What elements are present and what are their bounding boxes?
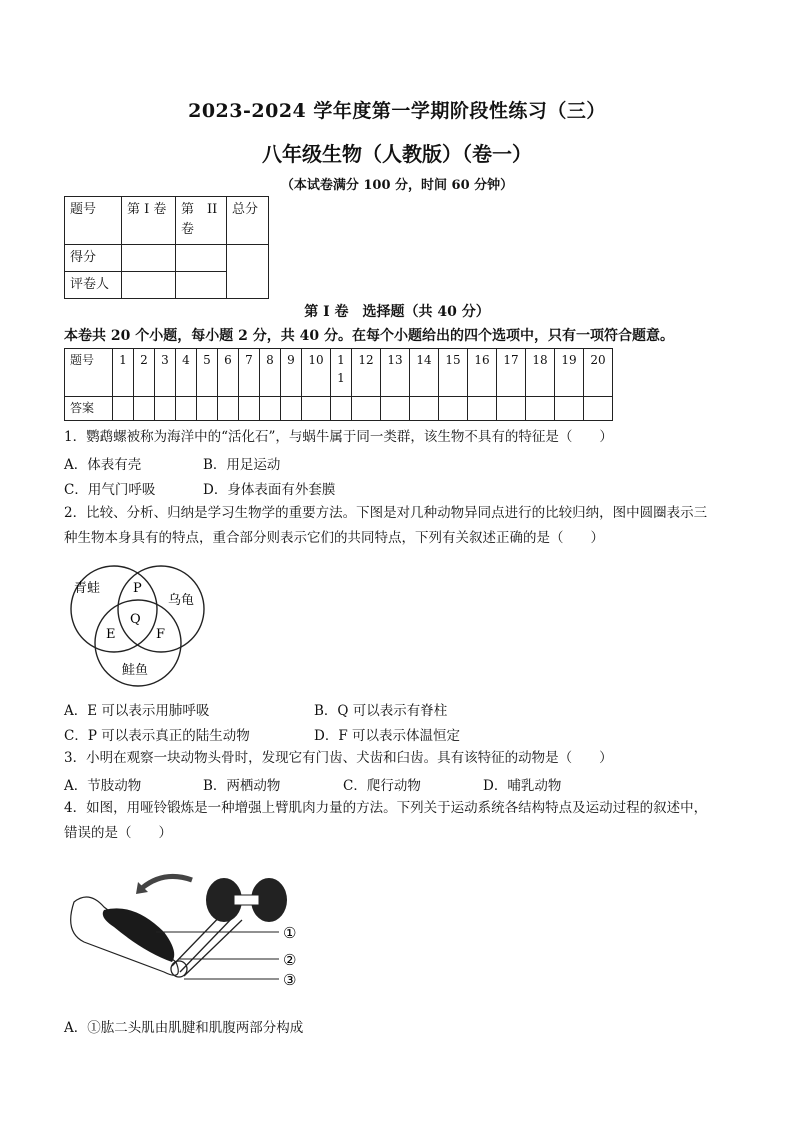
grader-cell[interactable] (122, 272, 176, 299)
biceps-muscle-icon (103, 908, 174, 962)
answer-cell[interactable] (468, 397, 497, 421)
answer-table-row-label: 答案 (65, 397, 113, 421)
answer-cell[interactable] (239, 397, 260, 421)
answer-cell[interactable] (381, 397, 410, 421)
exam-title: 2023-2024 学年度第一学期阶段性练习（三） (188, 100, 606, 122)
question-number: 14 (410, 349, 439, 397)
venn-label-p: P (133, 581, 142, 596)
score-table-header: 第 I 卷 (122, 197, 176, 245)
question-number: 4 (176, 349, 197, 397)
forearm-bone (172, 907, 229, 966)
question-number: 6 (218, 349, 239, 397)
question-4-stem-line1: 4．如图，用哑铃锻炼是一种增强上臂肌肉力量的方法。下列关于运动系统各结构特点及运动过程的叙述中， (64, 800, 708, 816)
grader-cell[interactable] (176, 272, 227, 299)
question-2-stem-line1: 2．比较、分析、归纳是学习生物学的重要方法。下图是对几种动物异同点进行的比较归纳，图中圆圈表示三 (64, 505, 708, 521)
exam-note: （本试卷满分 100 分，时间 60 分钟） (280, 178, 514, 193)
question-number: 1 1 (331, 349, 352, 397)
question-3-option-a[interactable]: A．节肢动物 (64, 778, 142, 794)
question-number: 13 (381, 349, 410, 397)
answer-cell[interactable] (410, 397, 439, 421)
question-1-stem: 1．鹦鹉螺被称为海洋中的“活化石”，与蜗牛属于同一类群，该生物不具有的特征是（ ） (64, 429, 613, 445)
venn-label-e: E (106, 627, 116, 642)
answer-cell[interactable] (584, 397, 613, 421)
venn-label-frog: 青蛙 (74, 581, 101, 596)
answer-cell[interactable] (113, 397, 134, 421)
answer-cell[interactable] (555, 397, 584, 421)
question-2-stem-line2: 种生物本身具有的特点，重合部分则表示它们的共同特点，下列有关叙述正确的是（ ） (64, 530, 604, 546)
question-2-option-b[interactable]: B．Q 可以表示有脊柱 (314, 703, 448, 719)
question-2-option-a[interactable]: A．E 可以表示用肺呼吸 (64, 703, 210, 719)
question-number: 8 (260, 349, 281, 397)
answer-table-row-label: 题号 (65, 349, 113, 397)
answer-table (64, 348, 613, 421)
answer-cell[interactable] (155, 397, 176, 421)
venn-label-f: F (156, 627, 166, 642)
question-4-option-a[interactable]: A．①肱二头肌由肌腱和肌腹两部分构成 (64, 1020, 304, 1036)
answer-cell[interactable] (260, 397, 281, 421)
question-1-option-d[interactable]: D．身体表面有外套膜 (203, 482, 336, 498)
answer-cell[interactable] (331, 397, 352, 421)
answer-cell[interactable] (302, 397, 331, 421)
section-instructions: 本卷共 20 个小题，每小题 2 分，共 40 分。在每个小题给出的四个选项中，只有一项符合题意。 (64, 328, 674, 344)
question-number: 2 (134, 349, 155, 397)
exam-subtitle: 八年级生物（人教版）（卷一） (262, 142, 532, 166)
score-cell[interactable] (176, 245, 227, 272)
figure-label-1: ① (283, 924, 297, 942)
arm-dumbbell-figure (64, 862, 314, 997)
answer-cell[interactable] (526, 397, 555, 421)
curl-arrow-icon (142, 876, 192, 888)
question-number: 3 (155, 349, 176, 397)
question-number: 10 (302, 349, 331, 397)
dumbbell-bar-icon (234, 895, 259, 905)
answer-cell[interactable] (497, 397, 526, 421)
question-number: 1 (113, 349, 134, 397)
score-total-cell[interactable] (227, 245, 269, 299)
forearm-bone (180, 914, 236, 972)
score-table-header: 题号 (65, 197, 122, 245)
question-3-option-d[interactable]: D．哺乳动物 (483, 778, 562, 794)
question-number: 5 (197, 349, 218, 397)
figure-label-2: ② (283, 951, 297, 969)
venn-label-turtle: 乌龟 (168, 593, 195, 608)
question-1-option-c[interactable]: C．用气门呼吸 (64, 482, 156, 498)
question-3-option-b[interactable]: B．两栖动物 (203, 778, 281, 794)
score-table-header: 第 II 卷 (176, 197, 227, 245)
question-1-option-a[interactable]: A．体表有壳 (64, 457, 142, 473)
question-number: 17 (497, 349, 526, 397)
answer-cell[interactable] (439, 397, 468, 421)
forearm-bone (184, 920, 242, 976)
question-3-option-c[interactable]: C．爬行动物 (343, 778, 421, 794)
question-2-option-c[interactable]: C．P 可以表示真正的陆生动物 (64, 728, 250, 744)
question-number: 16 (468, 349, 497, 397)
question-number: 7 (239, 349, 260, 397)
question-3-stem: 3．小明在观察一块动物头骨时，发现它有门齿、犬齿和臼齿。具有该特征的动物是（ ） (64, 750, 613, 766)
answer-cell[interactable] (176, 397, 197, 421)
venn-label-q: Q (130, 612, 141, 627)
venn-diagram (66, 560, 216, 688)
section-heading: 第 I 卷 选择题（共 40 分） (304, 304, 490, 320)
score-table-row-label: 得分 (65, 245, 122, 272)
question-2-option-d[interactable]: D．F 可以表示体温恒定 (314, 728, 460, 744)
answer-cell[interactable] (218, 397, 239, 421)
question-number: 12 (352, 349, 381, 397)
question-number: 18 (526, 349, 555, 397)
question-4-stem-line2: 错误的是（ ） (64, 825, 172, 841)
question-number: 20 (584, 349, 613, 397)
question-number: 19 (555, 349, 584, 397)
venn-label-fish: 鲑鱼 (122, 663, 149, 678)
answer-cell[interactable] (281, 397, 302, 421)
score-table (64, 196, 269, 299)
answer-cell[interactable] (352, 397, 381, 421)
score-table-row-label: 评卷人 (65, 272, 122, 299)
question-number: 9 (281, 349, 302, 397)
question-number: 15 (439, 349, 468, 397)
question-1-option-b[interactable]: B．用足运动 (203, 457, 281, 473)
figure-label-3: ③ (283, 971, 297, 989)
answer-cell[interactable] (197, 397, 218, 421)
score-table-header: 总分 (227, 197, 269, 245)
score-cell[interactable] (122, 245, 176, 272)
answer-cell[interactable] (134, 397, 155, 421)
elbow-joint (171, 961, 187, 977)
